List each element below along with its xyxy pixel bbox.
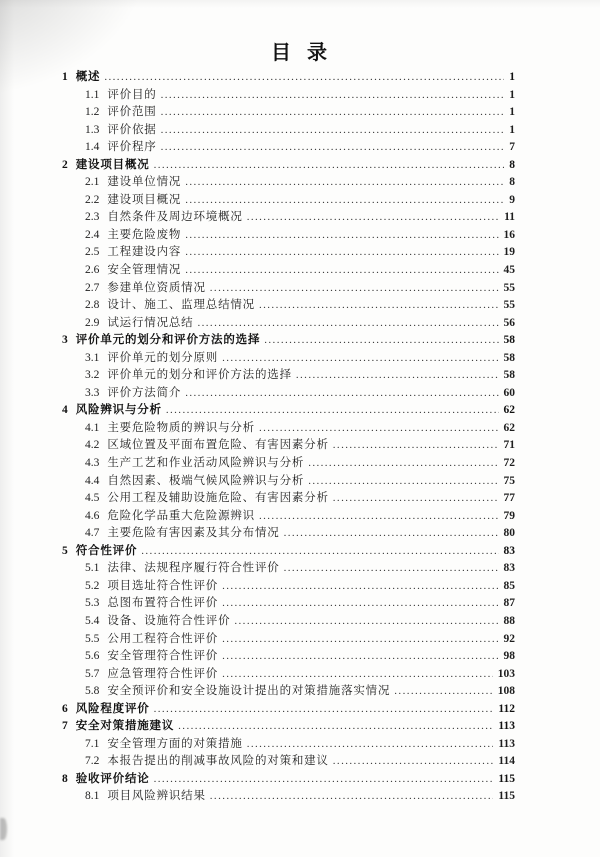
toc-entry-title: 自然因素、极端气候风险辨识与分析 xyxy=(107,474,305,487)
toc-entry-page-number: 55 xyxy=(503,281,515,294)
toc-entry-title: 总图布置符合性评价 xyxy=(107,597,219,610)
toc-entry-page-number: 83 xyxy=(503,562,515,575)
toc-dot-leader xyxy=(308,455,498,473)
toc-entry-page-number: 55 xyxy=(503,299,515,312)
toc-entry-page-number: 8 xyxy=(509,158,515,171)
toc-entry-page-number: 85 xyxy=(503,579,515,592)
toc-entry xyxy=(62,718,515,736)
toc-entry-title: 安全预评价和安全设施设计提出的对策措施落实情况 xyxy=(107,685,391,698)
toc-entry-title: 项目选址符合性评价 xyxy=(107,579,219,592)
toc-entry-number: 4.6 xyxy=(85,509,100,522)
toc-entry-page-number: 58 xyxy=(503,334,515,347)
toc-entry-number: 2.5 xyxy=(85,246,100,259)
toc-dot-leader xyxy=(222,578,498,596)
toc-entry-page-number: 1 xyxy=(509,88,515,101)
toc-entry-title: 评价依据 xyxy=(107,123,157,136)
toc-entry xyxy=(62,701,515,719)
toc-entry-number: 2.2 xyxy=(85,193,100,206)
toc-entry xyxy=(62,560,515,578)
toc-dot-leader xyxy=(333,753,494,771)
toc-entry-page-number: 103 xyxy=(497,667,515,680)
toc-entry-title: 设备、设施符合性评价 xyxy=(107,614,231,627)
toc-entry xyxy=(62,473,515,491)
toc-entry-number: 4.2 xyxy=(85,439,100,452)
toc-entry-page-number: 87 xyxy=(503,597,515,610)
toc-entry-page-number: 62 xyxy=(503,404,515,417)
toc-entry-title: 概述 xyxy=(75,71,101,83)
toc-entry-number: 2.9 xyxy=(85,316,100,329)
toc-entry-page-number: 75 xyxy=(503,474,515,487)
toc-dot-leader xyxy=(333,490,499,508)
toc-entry-number: 1.2 xyxy=(85,106,100,119)
toc-entry-page-number: 98 xyxy=(503,650,515,663)
toc-entry-number: 5 xyxy=(62,544,68,557)
toc-entry-number: 2.3 xyxy=(85,211,100,224)
toc-entry-page-number: 114 xyxy=(498,755,515,768)
toc-entry xyxy=(62,157,515,175)
toc-entry-number: 4.4 xyxy=(85,474,100,487)
toc-entry-number: 6 xyxy=(62,702,68,715)
toc-entry-title: 评价目的 xyxy=(107,88,157,101)
toc-dot-leader xyxy=(284,560,499,578)
toc-entry-title: 评价单元的划分原则 xyxy=(107,351,219,364)
toc-entry-page-number: 58 xyxy=(503,351,515,364)
toc-dot-leader xyxy=(259,420,499,438)
toc-entry-number: 7.2 xyxy=(85,755,100,768)
toc-entry xyxy=(62,683,515,701)
scan-artifact xyxy=(0,818,7,840)
toc-entry-title: 评价方法简介 xyxy=(107,386,182,399)
toc-dot-leader xyxy=(222,648,498,666)
toc-entry-page-number: 11 xyxy=(504,211,515,224)
toc-entry-number: 5.2 xyxy=(85,579,100,592)
toc-entry-number: 2.8 xyxy=(85,299,100,312)
toc-entry-page-number: 1 xyxy=(509,106,515,119)
toc-entry xyxy=(62,244,515,262)
toc-dot-leader xyxy=(234,613,498,631)
toc-entry xyxy=(62,87,515,105)
toc-entry xyxy=(62,631,515,649)
toc-entry-title: 建设项目概况 xyxy=(75,158,150,171)
toc-entry-page-number: 71 xyxy=(503,439,515,452)
toc-dot-leader xyxy=(222,595,498,613)
toc-dot-leader xyxy=(394,683,492,701)
toc-entry xyxy=(62,350,515,368)
toc-entry xyxy=(62,595,515,613)
toc-entry-page-number: 72 xyxy=(503,457,515,470)
toc-entry-title: 风险程度评价 xyxy=(75,702,150,715)
toc-entry xyxy=(62,578,515,596)
toc-entry-number: 2.7 xyxy=(85,281,100,294)
toc-entry-number: 2.4 xyxy=(85,228,100,241)
toc-entry xyxy=(62,648,515,666)
toc-entry-title: 公用工程及辅助设施危险、有害因素分析 xyxy=(107,492,329,505)
toc-entry-page-number: 1 xyxy=(509,71,515,83)
toc-entry-title: 应急管理符合性评价 xyxy=(107,667,219,680)
toc-entry-number: 5.7 xyxy=(85,667,100,680)
toc-dot-leader xyxy=(259,297,499,315)
toc-entry-number: 4.5 xyxy=(85,492,100,505)
toc-entry-page-number: 80 xyxy=(503,527,515,540)
toc-dot-leader xyxy=(264,332,498,350)
toc-entry-title: 试运行情况总结 xyxy=(107,316,194,329)
toc-entry-page-number: 113 xyxy=(498,737,515,750)
toc-dot-leader xyxy=(161,104,505,122)
toc-entry-title: 安全管理方面的对策措施 xyxy=(107,737,243,750)
toc-dot-leader xyxy=(247,736,494,754)
toc-entry-title: 危险化学品重大危险源辨识 xyxy=(107,509,255,522)
toc-dot-leader xyxy=(154,701,494,719)
toc-entry-number: 3.3 xyxy=(85,386,100,399)
toc-entry-page-number: 108 xyxy=(497,685,515,698)
toc-dot-leader xyxy=(284,525,499,543)
toc-entry xyxy=(62,385,515,403)
toc-entry xyxy=(62,613,515,631)
toc-entry-number: 1 xyxy=(62,71,68,83)
page-title: 目 录 xyxy=(271,42,329,64)
toc-dot-leader xyxy=(178,718,493,736)
toc-entry-title: 项目风险辨识结果 xyxy=(107,790,206,803)
toc-entry-number: 2 xyxy=(62,158,68,171)
toc-entry-number: 4.1 xyxy=(85,421,100,434)
toc-dot-leader xyxy=(104,69,504,87)
toc-entry-page-number: 56 xyxy=(503,316,515,329)
toc-dot-leader xyxy=(222,350,498,368)
toc-entry-number: 5.1 xyxy=(85,562,100,575)
toc-entry-title: 主要危险物质的辨识与分析 xyxy=(107,421,255,434)
toc-entry-number: 2.6 xyxy=(85,264,100,277)
toc-entry xyxy=(62,490,515,508)
toc-dot-leader xyxy=(141,543,498,561)
toc-entry xyxy=(62,280,515,298)
toc-dot-leader xyxy=(185,262,498,280)
toc-entry-page-number: 16 xyxy=(503,228,515,241)
toc-entry xyxy=(62,771,515,789)
toc-entry-page-number: 112 xyxy=(498,702,515,715)
toc-dot-leader xyxy=(161,122,505,140)
toc-entry-page-number: 83 xyxy=(503,544,515,557)
toc-entry-title: 建设项目概况 xyxy=(107,193,182,206)
toc-dot-leader xyxy=(222,666,493,684)
toc-entry xyxy=(62,209,515,227)
toc-entry-title: 安全对策措施建议 xyxy=(75,720,175,733)
toc-entry xyxy=(62,192,515,210)
toc-entry-number: 1.3 xyxy=(85,123,100,136)
toc-entry xyxy=(62,367,515,385)
toc-entry-title: 本报告提出的削减事故风险的对策和建议 xyxy=(107,755,329,768)
toc-entry-page-number: 60 xyxy=(503,386,515,399)
toc-entry-page-number: 79 xyxy=(503,509,515,522)
toc-entry-number: 5.4 xyxy=(85,614,100,627)
toc-entry xyxy=(62,543,515,561)
toc-entry-page-number: 1 xyxy=(509,123,515,136)
toc-entry xyxy=(62,525,515,543)
toc-entry xyxy=(62,508,515,526)
toc-entry xyxy=(62,122,515,140)
toc-dot-leader xyxy=(154,157,505,175)
toc-entry xyxy=(62,736,515,754)
toc-entry xyxy=(62,227,515,245)
toc-dot-leader xyxy=(185,227,498,245)
toc-entry-page-number: 45 xyxy=(503,264,515,277)
toc-entry-title: 安全管理符合性评价 xyxy=(107,650,219,663)
toc-entry-title: 评价单元的划分和评价方法的选择 xyxy=(75,334,261,347)
toc-entry-title: 评价范围 xyxy=(107,106,157,119)
toc-entry xyxy=(62,788,515,806)
toc-entry-title: 符合性评价 xyxy=(75,544,138,557)
toc-dot-leader xyxy=(333,437,499,455)
toc-entry-title: 评价单元的划分和评价方法的选择 xyxy=(107,369,292,382)
toc-dot-leader xyxy=(222,631,498,649)
toc-entry xyxy=(62,174,515,192)
toc-entry-page-number: 19 xyxy=(503,246,515,259)
toc-list xyxy=(62,69,515,806)
toc-entry-page-number: 88 xyxy=(503,614,515,627)
toc-entry-number: 1.1 xyxy=(85,88,100,101)
toc-entry-page-number: 58 xyxy=(503,369,515,382)
toc-dot-leader xyxy=(259,508,499,526)
toc-entry xyxy=(62,262,515,280)
toc-entry-title: 公用工程符合性评价 xyxy=(107,632,219,645)
toc-entry xyxy=(62,455,515,473)
toc-entry xyxy=(62,437,515,455)
toc-entry-number: 3.2 xyxy=(85,369,100,382)
toc-entry xyxy=(62,297,515,315)
toc-entry-title: 工程建设内容 xyxy=(107,246,182,259)
toc-entry xyxy=(62,753,515,771)
toc-entry-number: 5.8 xyxy=(85,685,100,698)
toc-entry-number: 7 xyxy=(62,720,68,733)
toc-entry-number: 8 xyxy=(62,772,68,785)
toc-dot-leader xyxy=(185,192,504,210)
toc-entry xyxy=(62,139,515,157)
toc-entry xyxy=(62,104,515,122)
toc-entry-title: 区域位置及平面布置危险、有害因素分析 xyxy=(107,439,329,452)
toc-entry-title: 参建单位资质情况 xyxy=(107,281,206,294)
toc-entry-number: 3.1 xyxy=(85,351,100,364)
toc-dot-leader xyxy=(161,87,505,105)
toc-entry xyxy=(62,420,515,438)
toc-entry-number: 2.1 xyxy=(85,176,100,189)
toc-entry-number: 5.6 xyxy=(85,650,100,663)
toc-entry-title: 建设单位情况 xyxy=(107,176,182,189)
toc-entry xyxy=(62,69,515,87)
toc-dot-leader xyxy=(210,280,499,298)
toc-entry-number: 4.7 xyxy=(85,527,100,540)
toc-entry-page-number: 115 xyxy=(498,772,515,785)
toc-entry-page-number: 115 xyxy=(498,790,515,803)
toc-entry-number: 3 xyxy=(62,334,68,347)
toc-entry-number: 4 xyxy=(62,404,68,417)
toc-dot-leader xyxy=(185,244,498,262)
toc-entry-title: 自然条件及周边环境概况 xyxy=(107,211,243,224)
toc-entry-title: 安全管理情况 xyxy=(107,264,182,277)
toc-entry xyxy=(62,315,515,333)
toc-dot-leader xyxy=(247,209,499,227)
toc-entry xyxy=(62,402,515,420)
toc-entry-page-number: 92 xyxy=(503,632,515,645)
toc-entry-page-number: 9 xyxy=(509,193,515,206)
toc-dot-leader xyxy=(296,367,499,385)
toc-entry xyxy=(62,332,515,350)
toc-entry-number: 8.1 xyxy=(85,790,100,803)
toc-entry-title: 评价程序 xyxy=(107,141,157,154)
toc-entry-title: 主要危险有害因素及其分布情况 xyxy=(107,527,280,540)
toc-dot-leader xyxy=(185,385,498,403)
toc-entry-page-number: 113 xyxy=(498,720,515,733)
toc-entry-title: 验收评价结论 xyxy=(75,772,150,785)
toc-dot-leader xyxy=(308,473,498,491)
toc-entry-page-number: 62 xyxy=(503,421,515,434)
toc-entry-number: 5.5 xyxy=(85,632,100,645)
toc-entry-title: 生产工艺和作业活动风险辨识与分析 xyxy=(107,457,305,470)
toc-entry-number: 7.1 xyxy=(85,737,100,750)
toc-entry-number: 4.3 xyxy=(85,457,100,470)
toc-entry-page-number: 7 xyxy=(509,141,515,154)
toc-entry-title: 主要危险废物 xyxy=(107,228,182,241)
toc-entry-number: 5.3 xyxy=(85,597,100,610)
toc-entry-title: 设计、施工、监理总结情况 xyxy=(107,299,255,312)
toc-dot-leader xyxy=(210,788,494,806)
toc-entry-title: 风险辨识与分析 xyxy=(75,404,162,417)
toc-entry-page-number: 77 xyxy=(503,492,515,505)
toc-dot-leader xyxy=(197,315,498,333)
toc-entry-number: 1.4 xyxy=(85,141,100,154)
toc-dot-leader xyxy=(166,402,499,420)
toc-dot-leader xyxy=(185,174,504,192)
toc-dot-leader xyxy=(154,771,494,789)
toc-entry xyxy=(62,666,515,684)
toc-entry-page-number: 8 xyxy=(509,176,515,189)
toc-entry-title: 法律、法规程序履行符合性评价 xyxy=(107,562,280,575)
toc-dot-leader xyxy=(161,139,505,157)
